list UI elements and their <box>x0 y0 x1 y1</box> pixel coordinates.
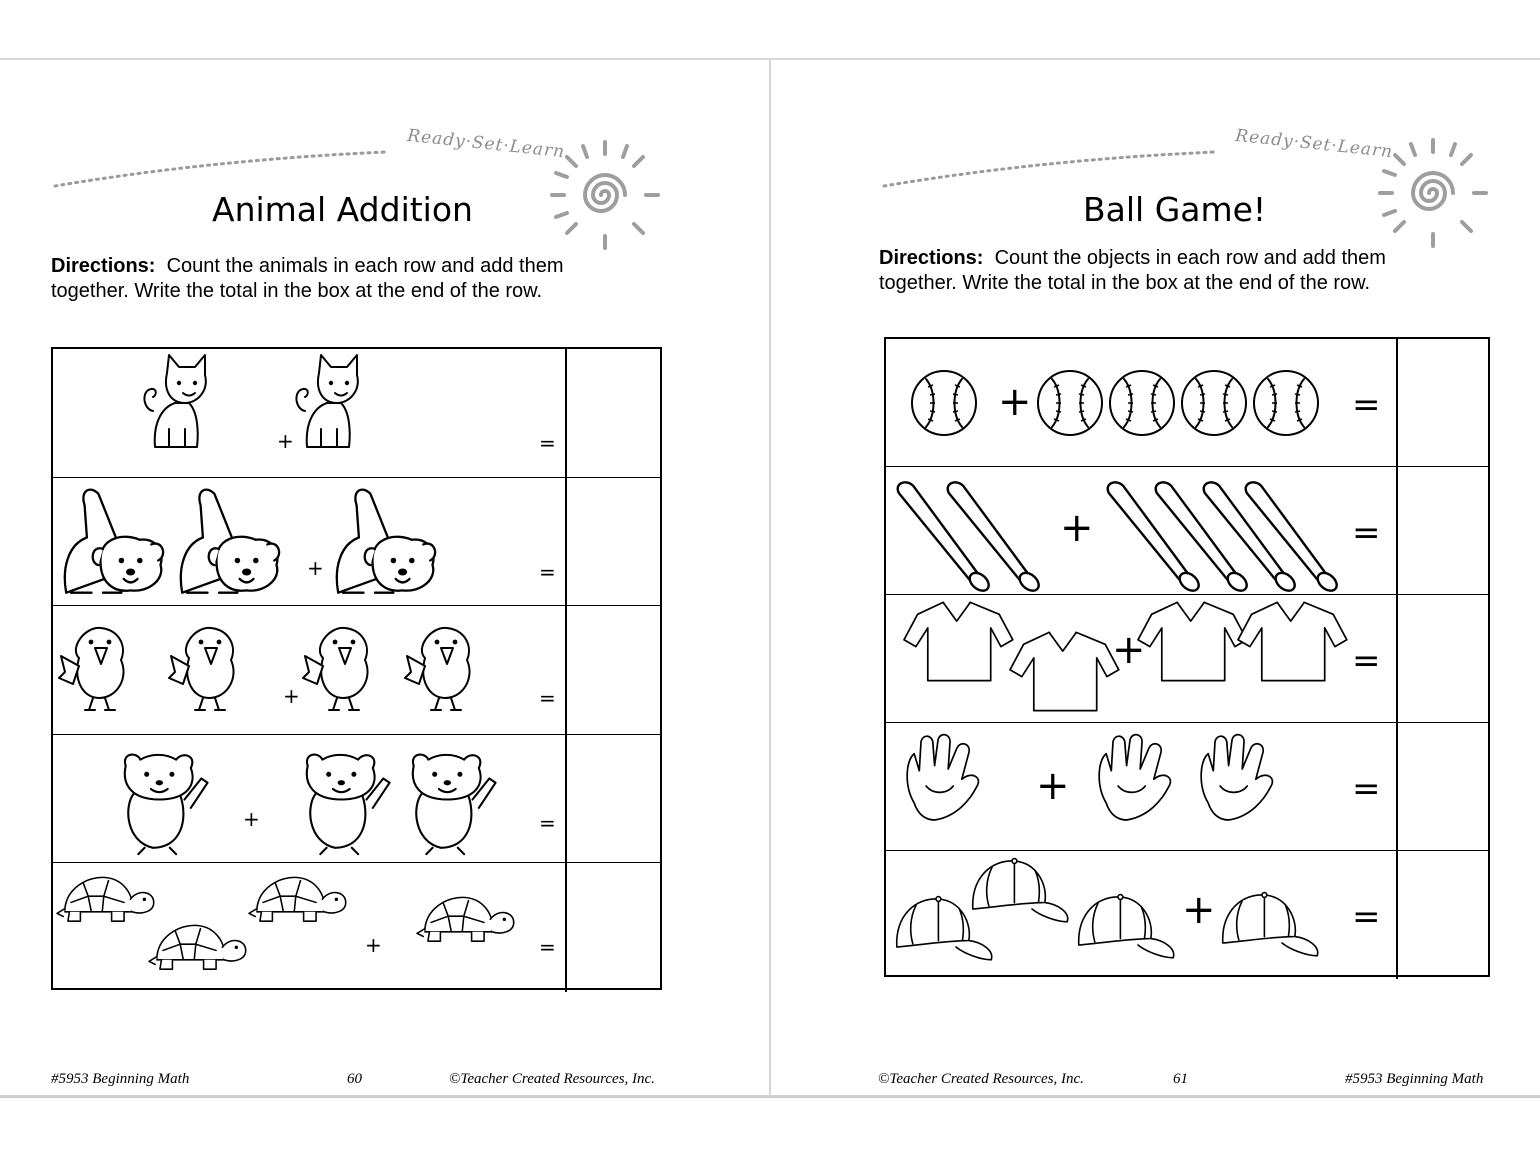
row-pictures <box>886 339 1396 465</box>
baseball-icon <box>1110 371 1174 435</box>
equals-sign: = <box>1352 897 1381 937</box>
directions-text <box>879 246 1386 296</box>
jersey-icon <box>1238 602 1347 680</box>
worksheet-row <box>53 735 660 864</box>
worksheet-row <box>886 851 1488 979</box>
bat-icon <box>948 482 1042 593</box>
footer-page-number: 60 <box>347 1071 362 1087</box>
answer-box[interactable] <box>1398 851 1488 979</box>
glove-icon <box>1099 735 1170 820</box>
baseball-icon <box>1182 371 1246 435</box>
plus-sign: + <box>1060 505 1094 551</box>
directions-line-1: Count the animals in each row and add them <box>166 255 564 277</box>
baseball-icon <box>1038 371 1102 435</box>
row-pictures <box>886 467 1396 593</box>
answer-box[interactable] <box>1398 339 1488 466</box>
worksheet-row <box>53 478 660 607</box>
hamster-icon <box>413 754 496 854</box>
cat-icon <box>296 355 357 447</box>
row-pictures <box>53 349 565 476</box>
row-pictures <box>886 723 1396 849</box>
answer-box[interactable] <box>567 349 660 477</box>
plus-sign: + <box>1182 887 1216 933</box>
bird-icon <box>303 628 368 710</box>
jersey-icon <box>1138 602 1247 680</box>
equals-sign: = <box>539 431 556 455</box>
turtle-icon <box>249 878 346 922</box>
worksheet-row <box>53 863 660 992</box>
plus-sign: + <box>365 933 382 958</box>
answer-box[interactable] <box>567 863 660 992</box>
hamster-icon <box>307 754 390 854</box>
bat-icon <box>1156 482 1250 593</box>
plus-sign: + <box>1036 763 1070 809</box>
cap-icon <box>973 859 1068 922</box>
bat-icon <box>898 482 992 593</box>
sun-logo-icon <box>1378 138 1488 248</box>
footer-copyright: ©Teacher Created Resources, Inc. <box>449 1071 655 1087</box>
plus-sign: + <box>998 379 1032 425</box>
worksheet-table <box>884 337 1490 977</box>
row-pictures <box>53 606 565 733</box>
footer-book-title: #5953 Beginning Math <box>1345 1071 1484 1087</box>
equals-sign: = <box>539 686 556 711</box>
page-title: Animal Addition <box>212 190 473 229</box>
answer-box[interactable] <box>1398 595 1488 722</box>
turtle-icon <box>417 898 514 942</box>
answer-box[interactable] <box>567 478 660 606</box>
bat-icon <box>1108 482 1202 593</box>
page-title: Ball Game! <box>1083 190 1267 229</box>
row-pictures <box>886 851 1396 977</box>
worksheet-row <box>886 467 1488 595</box>
directions-line-2: together. Write the total in the box at the end of the row. <box>51 280 543 302</box>
glove-icon <box>1201 735 1272 820</box>
equals-sign: = <box>539 559 556 584</box>
plus-sign: + <box>1112 627 1146 673</box>
sun-logo-icon <box>550 140 660 250</box>
series-brand-label: Ready·Set·Learn <box>406 125 567 163</box>
worksheet-row <box>886 595 1488 723</box>
jersey-icon <box>904 602 1013 680</box>
bat-icon <box>1246 482 1340 593</box>
plus-sign: + <box>307 555 324 580</box>
dotted-arc-decoration <box>879 140 1219 190</box>
directions-label: Directions: <box>879 247 984 269</box>
equals-sign: = <box>539 810 556 835</box>
bird-icon <box>59 628 124 710</box>
footer-copyright: ©Teacher Created Resources, Inc. <box>878 1071 1084 1087</box>
hamster-icon <box>125 754 208 854</box>
jersey-icon <box>1010 632 1119 710</box>
equals-sign: = <box>1352 513 1381 553</box>
dotted-arc-decoration <box>50 140 390 190</box>
worksheet-row <box>53 606 660 735</box>
footer-page-number: 61 <box>1173 1071 1188 1087</box>
equals-sign: = <box>1352 641 1381 681</box>
answer-box[interactable] <box>567 735 660 863</box>
row-pictures <box>53 735 565 862</box>
plus-sign: + <box>243 806 260 831</box>
answer-box[interactable] <box>1398 467 1488 594</box>
row-pictures <box>53 863 565 990</box>
cat-icon <box>144 355 205 447</box>
page-left <box>0 60 769 1095</box>
baseball-icon <box>912 371 976 435</box>
equals-sign: = <box>1352 769 1381 809</box>
worksheet-table <box>51 347 662 990</box>
glove-icon <box>907 735 978 820</box>
answer-box[interactable] <box>1398 723 1488 850</box>
plus-sign: + <box>277 429 294 453</box>
dog-icon <box>181 489 279 592</box>
turtle-icon <box>57 878 154 922</box>
directions-line-2: together. Write the total in the box at the end of the row. <box>879 272 1371 294</box>
bird-icon <box>405 628 470 710</box>
footer-book-title: #5953 Beginning Math <box>51 1071 190 1087</box>
turtle-icon <box>149 926 246 970</box>
worksheet-row <box>886 339 1488 467</box>
row-pictures <box>53 478 565 605</box>
directions-line-1: Count the objects in each row and add them <box>994 247 1386 269</box>
baseball-icon <box>1254 371 1318 435</box>
directions-text <box>51 254 564 304</box>
series-brand-label: Ready·Set·Learn <box>1234 125 1395 163</box>
dog-icon <box>337 489 435 592</box>
equals-sign: = <box>539 935 556 960</box>
cap-icon <box>1223 893 1318 956</box>
plus-sign: + <box>283 684 300 709</box>
cap-icon <box>1079 895 1174 958</box>
bird-icon <box>169 628 234 710</box>
worksheet-row <box>886 723 1488 851</box>
equals-sign: = <box>1352 385 1381 425</box>
directions-label: Directions: <box>51 255 156 277</box>
answer-box[interactable] <box>567 606 660 734</box>
worksheet-row <box>53 349 660 478</box>
dog-icon <box>65 489 163 592</box>
page-right <box>771 60 1540 1095</box>
